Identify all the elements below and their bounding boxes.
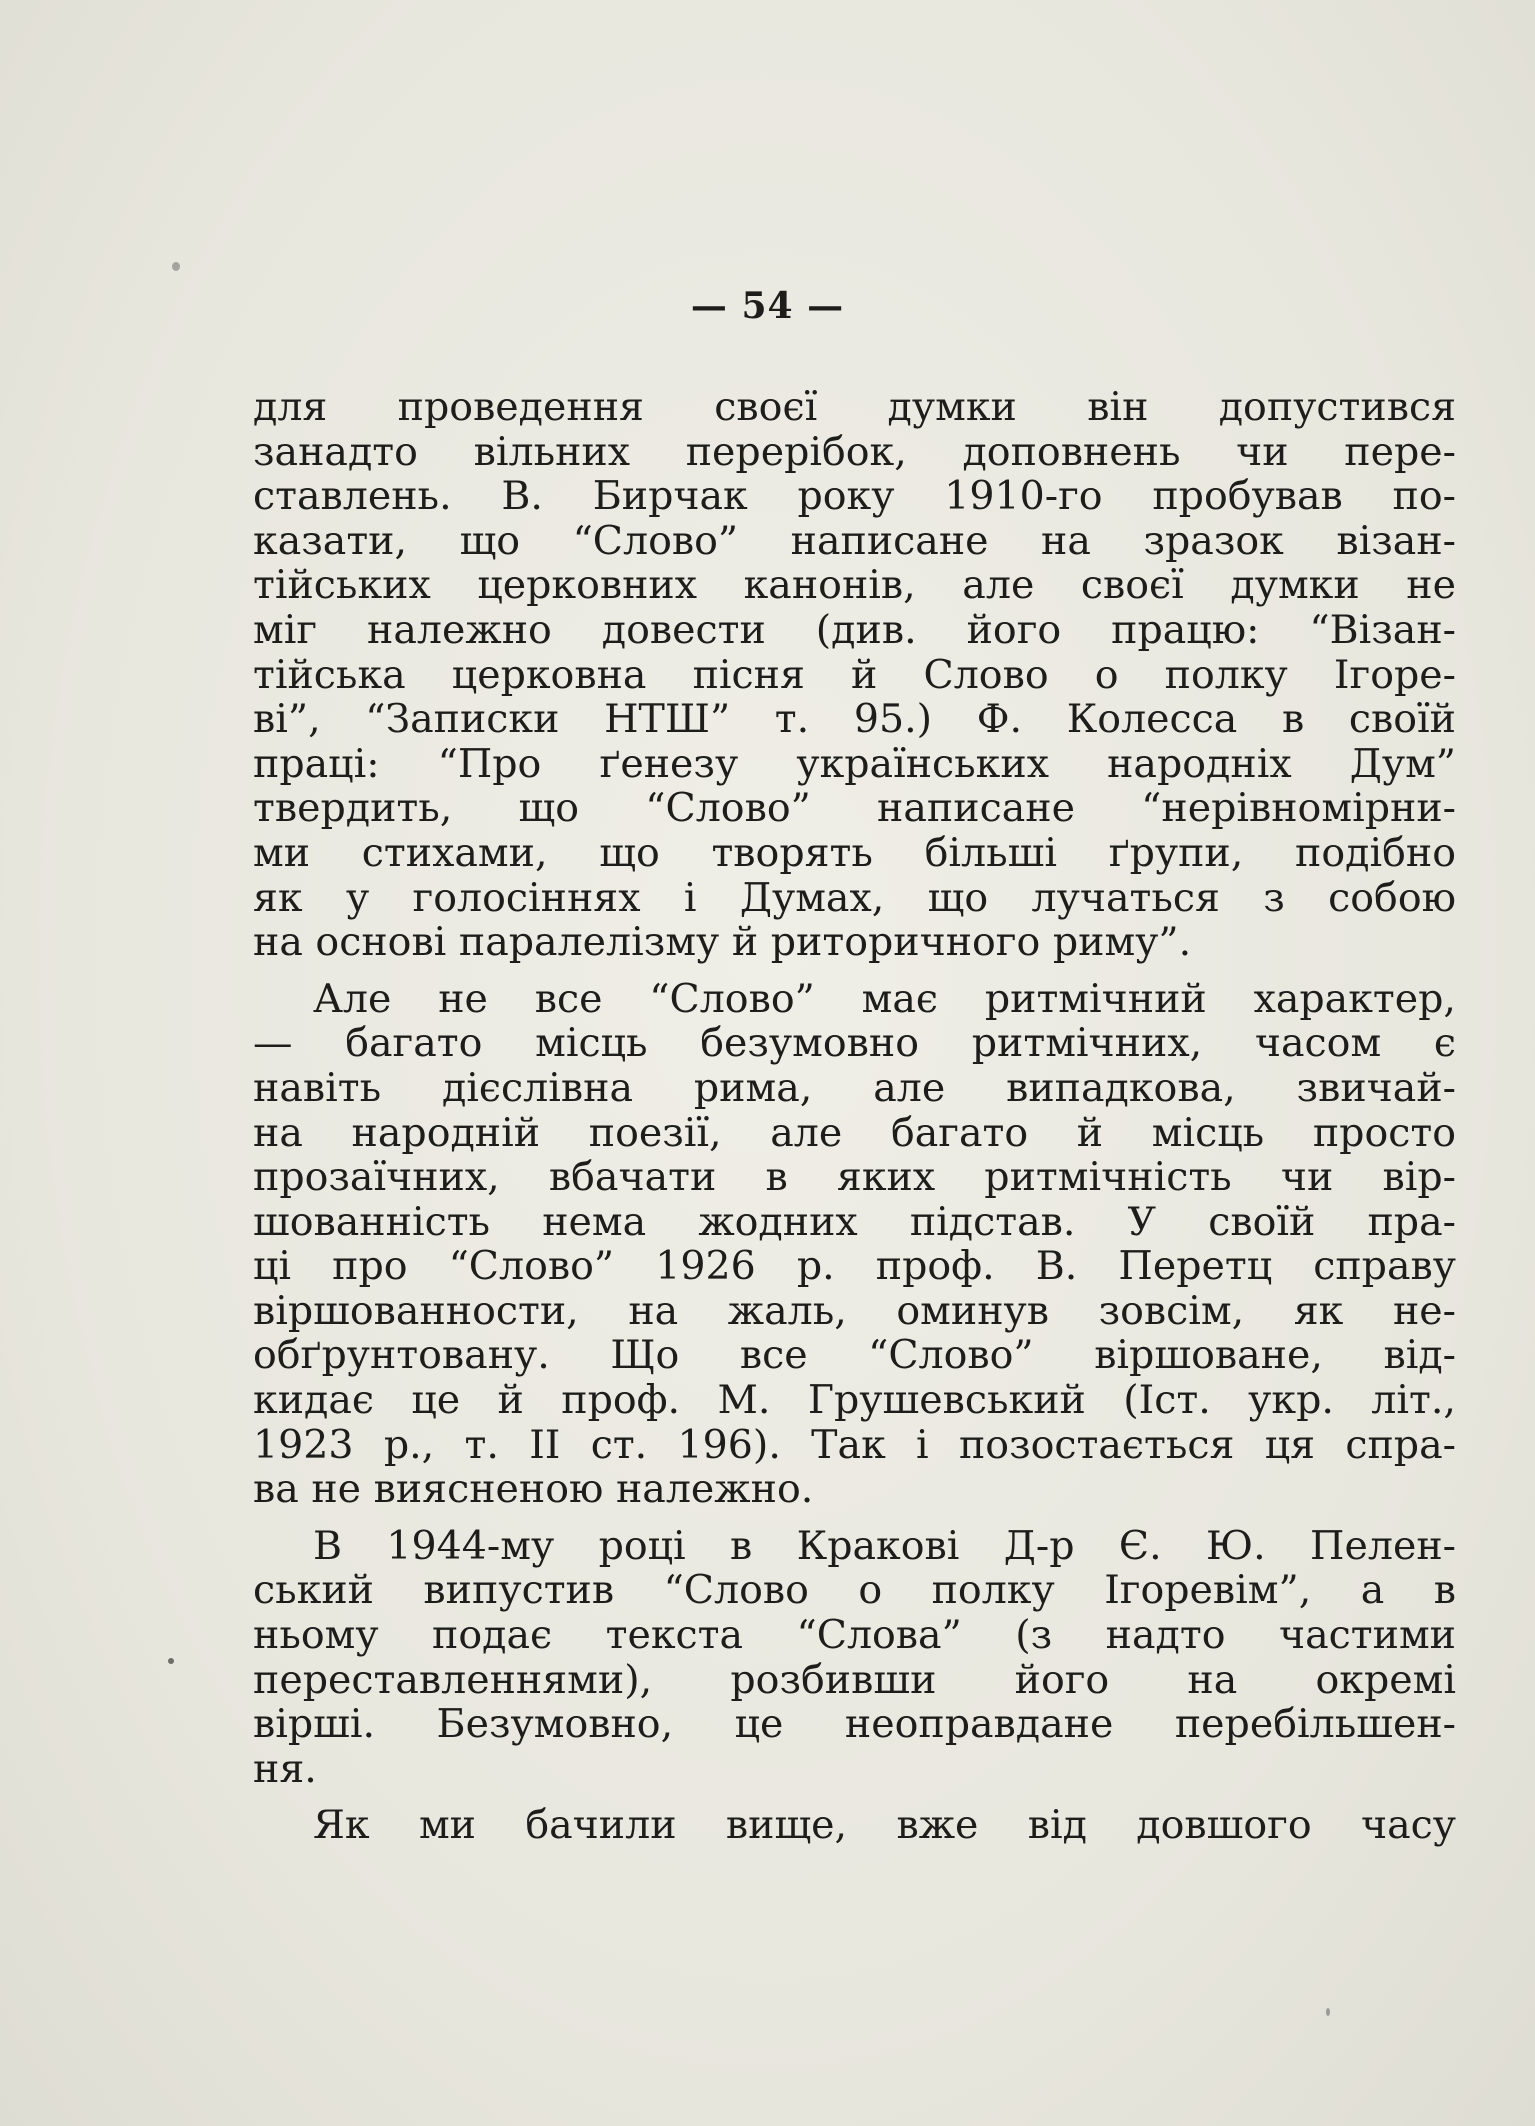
ink-speck <box>172 262 180 271</box>
ink-speck <box>1326 2008 1330 2016</box>
text-line: Але не все “Слово” має ритмічний характер, <box>313 976 1456 1022</box>
text-line: — багато місць безумовно ритмічних, часом є <box>253 1021 1456 1066</box>
text-line: ський випустив “Слово о полку Ігоревім”, а в <box>253 1568 1456 1614</box>
text-line: тійських церковних канонів, але своєї думки не <box>253 563 1456 608</box>
text-line: В 1944-му році в Кракові Д-р Є. Ю. Пелен- <box>313 1523 1456 1569</box>
paragraph <box>253 977 1456 1512</box>
text-line: навіть дієслівна рима, але випадкова, звичай- <box>253 1065 1456 1111</box>
text-line: 1923 р., т. II ст. 196). Так і позостається ця спра- <box>253 1422 1456 1468</box>
text-line: праці: “Про ґенезу українських народніх Дум” <box>253 741 1456 787</box>
paragraph-gap <box>253 1512 1456 1524</box>
ink-speck <box>168 1658 174 1664</box>
text-line: вірші. Безумовно, це неоправдане перебільшен- <box>253 1702 1456 1747</box>
text-line: міг належно довести (див. його працю: “Візан- <box>253 607 1456 653</box>
text-line: ві”, “Записки НТШ” т. 95.) Ф. Колесса в своїй <box>253 697 1456 742</box>
page-number: — 54 — <box>690 285 845 327</box>
text-line: для проведення своєї думки він допустився <box>253 385 1456 430</box>
paragraph <box>253 1803 1456 1848</box>
paragraph <box>253 385 1456 965</box>
text-line: ці про “Слово” 1926 р. проф. В. Перетц справу <box>253 1244 1456 1289</box>
text-line: віршованности, на жаль, оминув зовсім, як не- <box>253 1288 1456 1334</box>
text-line: ми стихами, що творять більші ґрупи, подібно <box>253 830 1456 876</box>
text-line: казати, що “Слово” написане на зразок візан- <box>253 518 1456 564</box>
text-line: тійська церковна пісня й Слово о полку Ігоре- <box>253 652 1456 698</box>
text-line: твердить, що “Слово” написане “нерівномірни- <box>253 786 1456 831</box>
text-line: кидає це й проф. М. Грушевський (Іст. укр. літ., <box>253 1378 1456 1423</box>
paragraph-gap <box>253 965 1456 977</box>
paragraph-gap <box>253 1791 1456 1803</box>
text-line: ньому подає текста “Слова” (з надто частими <box>253 1613 1456 1658</box>
text-line: переставленнями), розбивши його на окремі <box>253 1657 1456 1703</box>
text-line: шованність нема жодних підстав. У своїй пра- <box>253 1199 1456 1245</box>
text-line: на основі паралелізму й риторичного риму”. <box>253 920 1192 965</box>
text-line: ня. <box>253 1746 317 1792</box>
text-line: на народній поезії, але багато й місць просто <box>253 1110 1456 1156</box>
body-text <box>253 385 1456 1848</box>
text-line: занадто вільних перерібок, доповнень чи пере- <box>253 429 1456 475</box>
text-line: ва не виясненою належно. <box>253 1467 814 1512</box>
text-line: ставлень. В. Бирчак року 1910-го пробував по- <box>253 474 1456 519</box>
text-line: Як ми бачили вище, вже від довшого часу <box>313 1803 1456 1848</box>
text-line: як у голосіннях і Думах, що лучаться з собою <box>253 875 1456 921</box>
text-line: обґрунтовану. Що все “Слово” віршоване, від- <box>253 1333 1456 1379</box>
paragraph <box>253 1524 1456 1792</box>
text-line: прозаїчних, вбачати в яких ритмічність чи вір- <box>253 1155 1456 1200</box>
